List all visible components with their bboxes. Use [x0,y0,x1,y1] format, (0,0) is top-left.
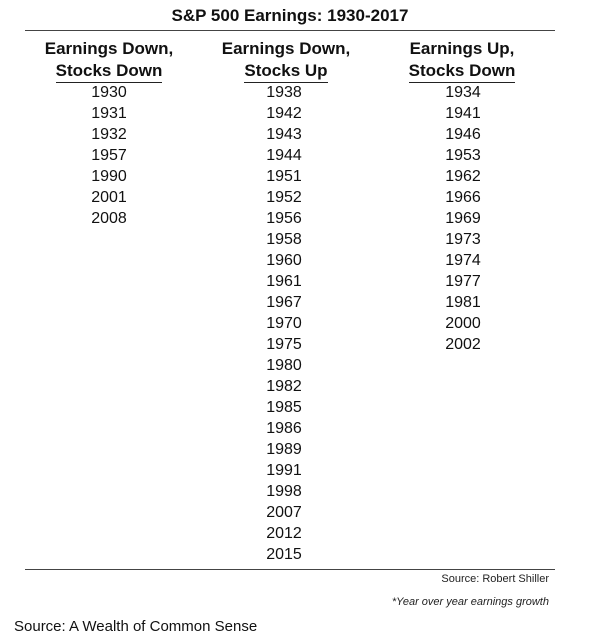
header-line2: Stocks Up [244,60,327,83]
year-cell: 1932 [91,126,127,143]
top-rule [25,30,555,31]
year-cell: 1962 [445,168,481,185]
year-cell: 1981 [445,294,481,311]
header-line2: Stocks Down [409,60,516,83]
year-cell: 1973 [445,231,481,248]
year-cell: 1951 [266,168,302,185]
column-header-earnings-up-stocks-down [392,38,532,83]
bottom-rule [25,569,555,570]
year-cell: 1942 [266,105,302,122]
header-line1: Earnings Down, [221,39,351,58]
year-cell: 1958 [266,231,302,248]
year-cell: 1980 [266,357,302,374]
column-earnings-down-stocks-down [73,82,145,229]
year-cell: 2015 [266,546,302,563]
year-cell: 2008 [91,210,127,227]
year-cell: 2001 [91,189,127,206]
year-cell: 1931 [91,105,127,122]
header-line1: Earnings Down, [44,39,174,58]
year-cell: 1952 [266,189,302,206]
year-cell: 2002 [445,336,481,353]
column-earnings-down-stocks-up [248,82,320,565]
year-cell: 1961 [266,273,302,290]
header-line2: Stocks Down [56,60,163,83]
column-header-earnings-down-stocks-up [205,38,367,83]
year-cell: 1990 [91,168,127,185]
source-note: Source: Robert Shiller [441,573,549,585]
year-cell: 1953 [445,147,481,164]
year-cell: 1982 [266,378,302,395]
footer-source: Source: A Wealth of Common Sense [14,618,258,635]
year-cell: 2012 [266,525,302,542]
year-cell: 1970 [266,315,302,332]
year-cell: 1998 [266,483,302,500]
year-cell: 1934 [445,84,481,101]
chart-title: S&P 500 Earnings: 1930-2017 [171,6,409,25]
year-cell: 1957 [91,147,127,164]
year-cell: 1944 [266,147,302,164]
year-cell: 1960 [266,252,302,269]
year-cell: 1974 [445,252,481,269]
column-earnings-up-stocks-down [427,82,499,355]
header-line1: Earnings Up, [409,39,515,58]
year-cell: 1969 [445,210,481,227]
year-cell: 1986 [266,420,302,437]
year-cell: 1930 [91,84,127,101]
year-cell: 2007 [266,504,302,521]
year-cell: 1989 [266,441,302,458]
year-cell: 1956 [266,210,302,227]
year-cell: 1985 [266,399,302,416]
year-cell: 1946 [445,126,481,143]
column-header-earnings-down-stocks-down [30,38,188,83]
year-cell: 1943 [266,126,302,143]
year-cell: 1941 [445,105,481,122]
year-cell: 1975 [266,336,302,353]
year-cell: 2000 [445,315,481,332]
year-cell: 1966 [445,189,481,206]
year-cell: 1938 [266,84,302,101]
year-cell: 1967 [266,294,302,311]
year-cell: 1977 [445,273,481,290]
year-cell: 1991 [266,462,302,479]
footnote: *Year over year earnings growth [391,596,549,608]
